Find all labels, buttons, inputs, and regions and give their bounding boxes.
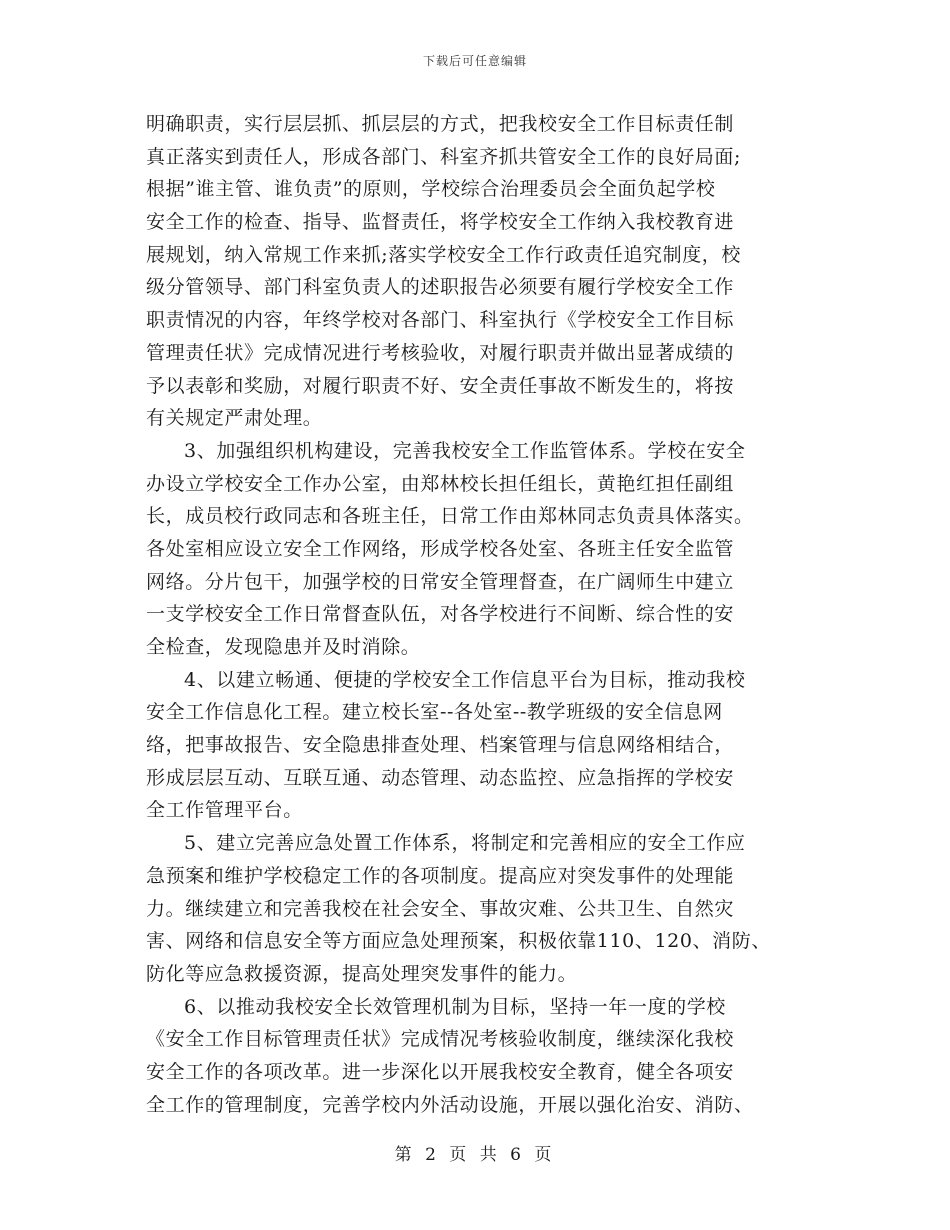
- text-line: 网络。分片包干，加强学校的日常安全管理督查，在广阔师生中建立: [146, 570, 735, 593]
- paragraph-start-line: 6、以推动我校安全长效管理机制为目标，坚持一年一度的学校: [184, 995, 726, 1018]
- text-line: 职责情况的内容，年终学校对各部门、科室执行《学校安全工作目标: [146, 309, 735, 332]
- text-line: 全工作的管理制度，完善学校内外活动设施，开展以强化治安、消防、: [146, 1093, 754, 1116]
- paragraph-start-line: 5、建立完善应急处置工作体系，将制定和完善相应的安全工作应: [184, 832, 746, 855]
- text-line: 明确职责，实行层层抓、抓层层的方式，把我校安全工作目标责任制: [146, 113, 735, 135]
- text-line: 急预案和维护学校稳定工作的各项制度。提高应对突发事件的处理能: [146, 864, 735, 887]
- text-line: 各处室相应设立安全工作网络，形成学校各处室、各班主任安全监管: [146, 537, 735, 560]
- text-line: 展规划，纳入常规工作来抓;落实学校安全工作行政责任追究制度，校: [146, 243, 742, 266]
- text-line: 安全工作的检查、指导、监督责任，将学校安全工作纳入我校教育进: [146, 211, 735, 234]
- text-line: 形成层层互动、互联互通、动态管理、动态监控、应急指挥的学校安: [146, 766, 735, 789]
- text-line: 级分管领导、部门科室负责人的述职报告必须要有履行学校安全工作: [146, 276, 735, 299]
- text-line: 全检查，发现隐患并及时消除。: [146, 636, 421, 658]
- text-line: 害、网络和信息安全等方面应急处理预案，积极依靠110、120、消防、: [146, 930, 771, 953]
- paragraph-start-line: 4、以建立畅通、便捷的学校安全工作信息平台为目标，推动我校: [184, 668, 746, 691]
- text-line: 全工作管理平台。: [146, 799, 303, 822]
- text-line: 力。继续建立和完善我校在社会安全、事故灾难、公共卫生、自然灾: [146, 897, 735, 920]
- text-line: 予以表彰和奖励，对履行职责不好、安全责任事故不断发生的，将按: [146, 374, 735, 397]
- document-body: [146, 108, 811, 1121]
- paragraph-start-line: 3、加强组织机构建设，完善我校安全工作监管体系。学校在安全: [184, 439, 746, 462]
- text-line: 安全工作信息化工程。建立校长室--各处室--教学班级的安全信息网: [146, 701, 723, 724]
- text-line: 有关规定严肃处理。: [146, 407, 323, 430]
- page-number: 第 2 页 共 6 页: [394, 1145, 556, 1165]
- text-line: 一支学校安全工作日常督查队伍，对各学校进行不间断、综合性的安: [146, 603, 735, 626]
- text-line: 防化等应急救援资源，提高处理突发事件的能力。: [146, 962, 578, 985]
- text-line: 根据”谁主管、谁负责”的原则，学校综合治理委员会全面负起学校: [146, 178, 716, 201]
- text-line: 办设立学校安全工作办公室，由郑林校长担任组长，黄艳红担任副组: [146, 472, 735, 495]
- text-line: 络，把事故报告、安全隐患排查处理、档案管理与信息网络相结合，: [146, 734, 735, 757]
- page-header-note: 下载后可任意编辑: [422, 54, 527, 68]
- text-line: 真正落实到责任人，形成各部门、科室齐抓共管安全工作的良好局面;: [146, 145, 742, 168]
- text-line: 管理责任状》完成情况进行考核验收，对履行职责并做出显著成绩的: [146, 341, 735, 364]
- text-line: 安全工作的各项改革。进一步深化以开展我校安全教育，健全各项安: [146, 1060, 735, 1083]
- text-line: 长，成员校行政同志和各班主任，日常工作由郑林同志负责具体落实。: [146, 505, 754, 528]
- text-line: 《安全工作目标管理责任状》完成情况考核验收制度，继续深化我校: [146, 1028, 735, 1051]
